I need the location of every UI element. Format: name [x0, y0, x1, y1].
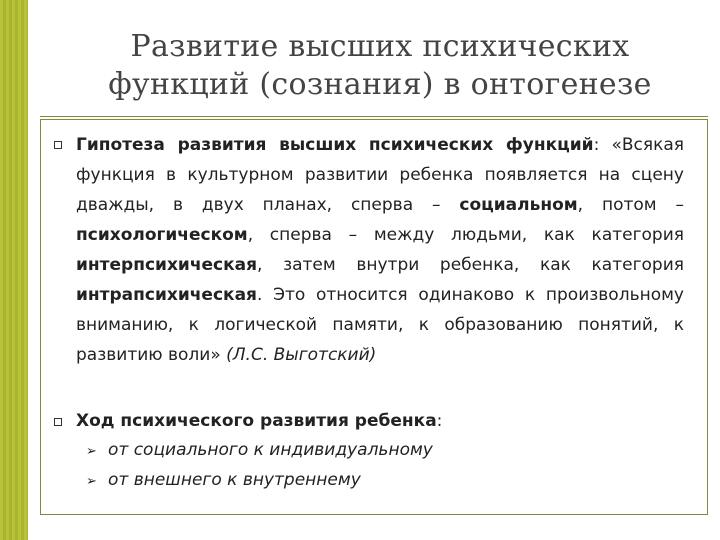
sub-list-item-text: от внешнего к внутреннему — [108, 470, 361, 490]
title-line-1: Развитие высших психических — [130, 29, 630, 64]
square-bullet-icon — [54, 418, 62, 426]
sub-list-item — [86, 465, 361, 497]
development-course-colon: : — [436, 411, 443, 431]
title-line-2: функций (сознания) в онтогенезе — [108, 67, 652, 102]
decorative-side-stripe — [0, 0, 28, 540]
quote-text-2: , потом – — [577, 195, 685, 215]
arrow-right-icon: ➢ — [86, 474, 97, 489]
development-course-paragraph — [76, 406, 684, 436]
term-interpsychic: интерпсихическая — [76, 255, 258, 275]
development-course-term: Ход психического развития ребенка — [76, 411, 437, 431]
quote-author: (Л.С. Выготский) — [226, 345, 377, 365]
term-social: социальном — [459, 195, 578, 215]
sub-list-item — [86, 435, 433, 467]
term-psychological: психологическом — [76, 225, 248, 245]
title-divider — [40, 116, 708, 117]
hypothesis-paragraph — [76, 130, 684, 370]
hypothesis-term: Гипотеза развития высших психических функций — [76, 135, 594, 155]
quote-text-4: , затем внутри ребенка, как категория — [257, 255, 684, 275]
term-intrapsychic: интрапсихическая — [76, 285, 257, 305]
quote-text-5: . Это относится одинаково к произвольному вниманию, к логической памяти, к образованию понятий, к развитию воли» — [76, 285, 684, 365]
quote-text-3: , сперва – между людьми, как категория — [247, 225, 684, 245]
quote-text-1: : «Всякая функция в культурном развитии ребенка появляется на сцену дважды, в двух планах, сперва – — [76, 135, 684, 215]
arrow-right-icon: ➢ — [86, 444, 97, 459]
sub-list-item-text: от социального к индивидуальному — [108, 440, 433, 460]
square-bullet-icon — [54, 141, 62, 149]
slide-title — [40, 28, 720, 104]
